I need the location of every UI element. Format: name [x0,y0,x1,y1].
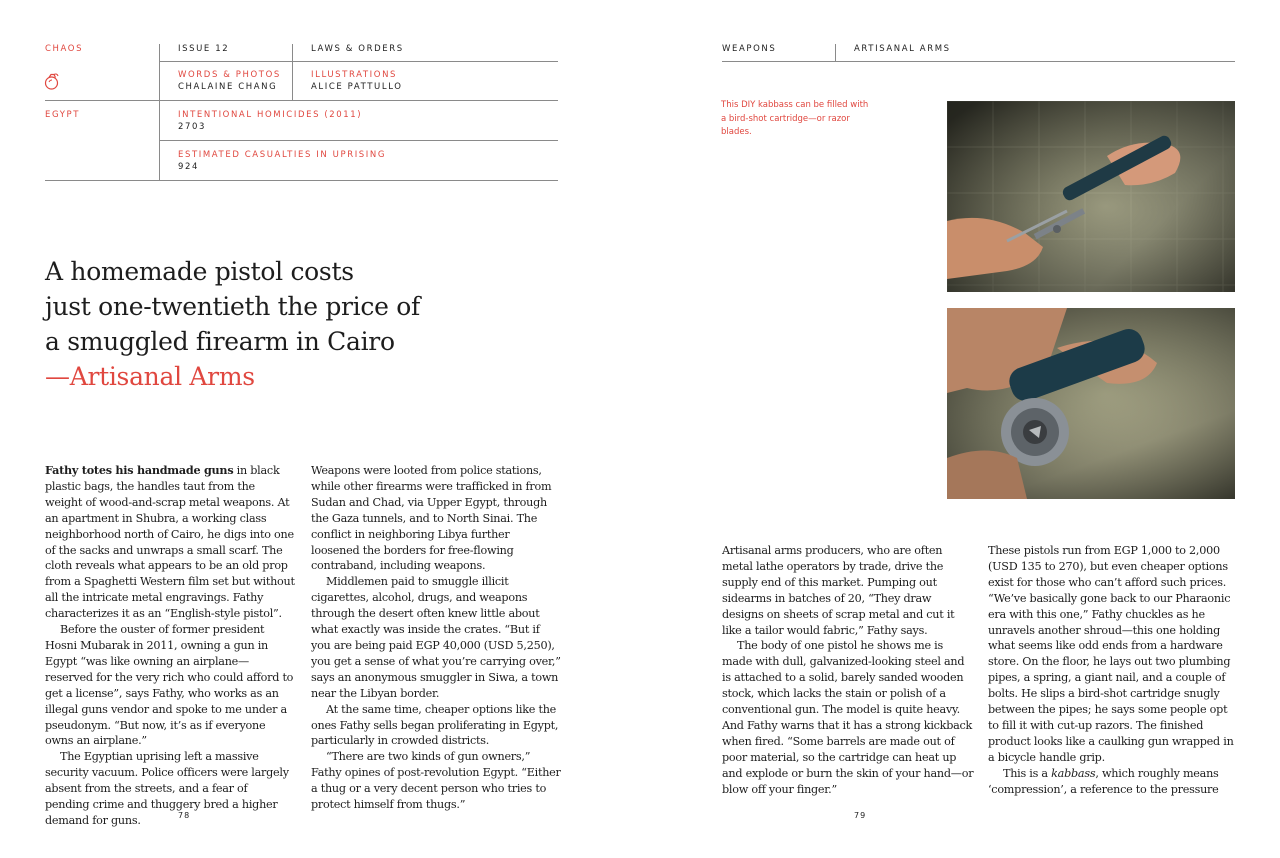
body-column-4 [988,543,1238,798]
paragraph [988,766,1238,798]
emphasis-term: kabbass [1051,766,1096,780]
grenade-icon [44,71,60,91]
section-label: CHAOS [45,44,84,54]
words-photos-label: WORDS & PHOTOS [178,70,281,80]
title-label: ARTISANAL ARMS [854,44,951,54]
paragraph: Middlemen paid to smuggle illicit cigarettes, alcohol, drugs, and weapons through the desert often knew little about what exactly was inside the crates. “But if you are being paid EGP 40,000 (USD 5,250), you get a sense of what you’re carrying over,” says an anonymous smuggler in Siwa, a town near the Libyan border. [311,575,561,700]
paragraph-text: in black plastic bags, the handles taut from the weight of wood-and-scrap metal weapons. At an apartment in Shubra, a working class neighborhood north of Cairo, he digs into one of the sacks and unwraps a small scarf. The cloth reveals what appears to be an old prop from a Spaghetti Western film set but without all the intricate metal engravings. Fathy characterizes it as an “English-style pistol”. [45,464,295,621]
paragraph: Before the ouster of former president Hosni Mubarak in 2011, owning a gun in Egypt “was like owning an airplane—reserved for the very rich who could afford to get a license”, says Fathy, who works as an illegal guns vendor and spoke to me under a pseudonym. “But now, it’s as if everyone owns an airplane.” [45,623,294,748]
headline-line: a smuggled firearm in Cairo [45,327,395,356]
right-page [640,0,1280,858]
photo-kabbass-closeup [947,308,1235,499]
paragraph: At the same time, cheaper options like the ones Fathy sells began proliferating in Egypt, particularly in crowded districts. [311,702,559,748]
paragraph: “There are two kinds of gun owners,” Fathy opines of post-revolution Egypt. “Either a thug or a very decent person who tries to protect himself from thugs.” [311,750,561,812]
paragraph: These pistols run from EGP 1,000 to 2,000 (USD 135 to 270), but even cheaper options exist for those who can’t afford such prices. “We’ve basically gone back to our Pharaonic era with this one,” Fathy chuckles as he unravels another shroud—this one holding what seems like odd ends from a hardware store. On the floor, he lays out two plumbing pipes, a spring, a giant nail, and a couple of bolts. He slips a bird-shot cartridge snugly between the pipes; he says some people opt to fill it with cut-up razors. The finished product looks like a caulking gun wrapped in a bicycle handle grip. [988,544,1234,764]
header-rule [159,61,558,62]
headline-accent: —Artisanal Arms [45,362,255,391]
body-column-3 [722,543,974,798]
paragraph-text: , which roughly means ‘compression’, a reference to the pressure [988,766,1219,796]
header-divider [292,44,293,100]
category-label: LAWS & ORDERS [311,44,404,54]
author-name: CHALAINE CHANG [178,82,278,92]
casualties-value: 924 [178,162,200,172]
paragraph: Weapons were looted from police stations, while other firearms were trafficked in from Sudan and Chad, via Upper Egypt, through the Gaza tunnels, and to North Sinai. The conflict in neighboring Libya further loosened the borders for free-flowing contraband, including weapons. [311,464,552,573]
casualties-label: ESTIMATED CASUALTIES IN UPRISING [178,150,387,160]
lead-in: Fathy totes his handmade guns [45,463,234,477]
paragraph: Artisanal arms producers, who are often metal lathe operators by trade, drive the supply end of this market. Pumping out sidearms in batches of 20, “They draw designs on sheets of scrap metal and cut it like a tailor would fabric,” Fathy says. [722,544,955,637]
country-label: EGYPT [45,110,81,120]
paragraph: The body of one pistol he shows me is made with dull, galvanized-looking steel and is attached to a solid, barely sanded wooden stock, which lacks the stain or polish of a conventional gun. The model is quite heavy. And Fathy warns that it has a strong kickback when fired. “Some barrels are made out of poor material, so the cartridge can heat up and explode or burn the skin of your hand—or blow off your finger.” [722,639,974,796]
body-column-1 [45,463,295,829]
homicides-value: 2703 [178,122,207,132]
homicides-label: INTENTIONAL HOMICIDES (2011) [178,110,363,120]
page-number: 78 [178,811,191,820]
paragraph [45,463,295,622]
header-rule [722,61,1235,62]
headline-line: A homemade pistol costs [45,257,354,286]
photo-caption: This DIY kabbass can be filled with a bird-shot cartridge—or razor blades. [721,100,869,137]
header-rule [159,140,558,141]
illustrations-label: ILLUSTRATIONS [311,70,398,80]
page-number: 79 [854,811,867,820]
header-rule [45,100,558,101]
paragraph: The Egyptian uprising left a massive security vacuum. Police officers were largely absent from the streets, and a fear of pending crime and thuggery bred a higher demand for guns. [45,750,289,827]
paragraph-text: This is a [1003,766,1052,780]
headline [45,254,445,394]
illustrator-name: ALICE PATTULLO [311,82,403,92]
header-rule [45,180,558,181]
photo-kabbass-assembly [947,101,1235,292]
section-label: WEAPONS [722,44,777,54]
body-column-2 [311,463,561,813]
header-divider [159,44,160,180]
issue-label: ISSUE 12 [178,44,230,54]
headline-line: just one-twentieth the price of [45,292,420,321]
header-divider [835,44,836,61]
